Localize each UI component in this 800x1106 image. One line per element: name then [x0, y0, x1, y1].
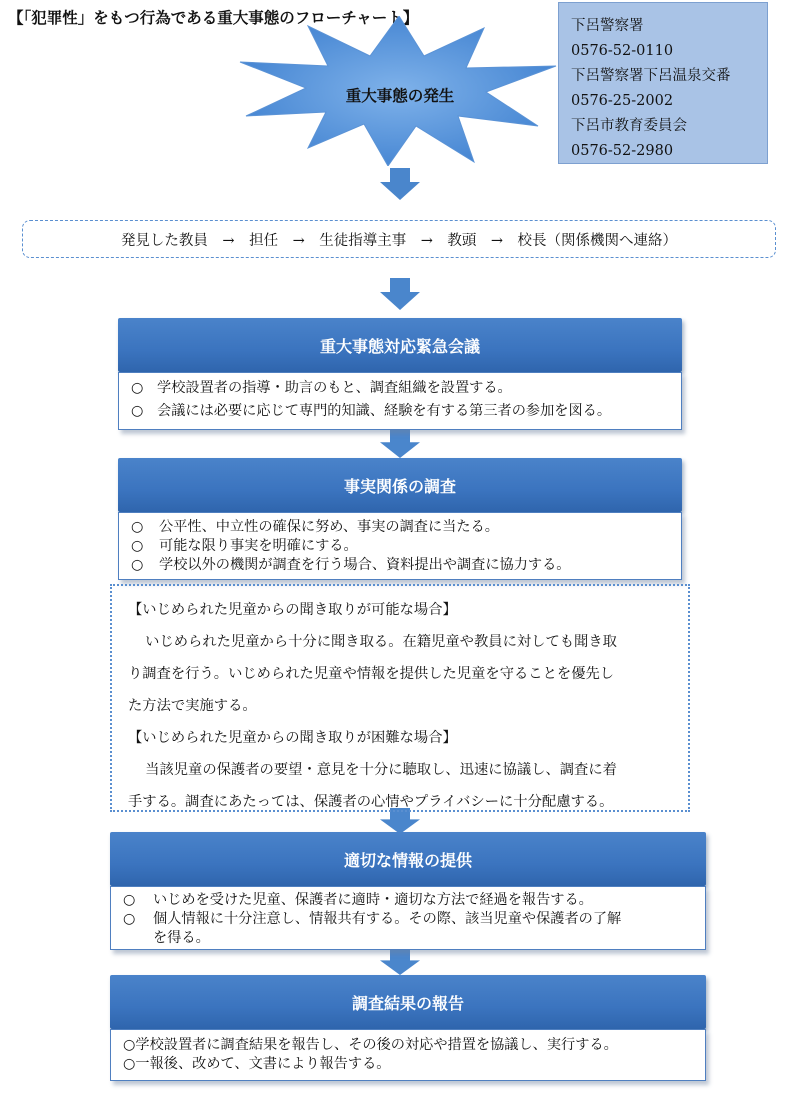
note-text: り調査を行う。いじめられた児童や情報を提供した児童を守ることを優先し	[128, 666, 615, 682]
list-item: ○ 個人情報に十分注意し、情報共有する。その際、該当児童や保護者の了解	[123, 911, 622, 927]
interview-notes	[110, 584, 690, 812]
section-heading-result-report: 調査結果の報告	[110, 975, 706, 1029]
list-item: ○ いじめを受けた児童、保護者に適時・適切な方法で経過を報告する。	[123, 892, 593, 908]
note-heading: 【いじめられた児童からの聞き取りが困難な場合】	[128, 730, 457, 746]
list-item: ○ 会議には必要に応じて専門的知識、経験を有する第三者の参加を図る。	[131, 403, 612, 419]
contact-name: 下呂警察署	[571, 18, 644, 34]
section-body-fact-investigation	[118, 512, 682, 580]
down-arrow-icon	[380, 168, 420, 200]
note-text: いじめられた児童から十分に聞き取る。在籍児童や教員に対しても聞き取	[145, 634, 617, 650]
section-body-information-provision	[110, 886, 706, 950]
list-item: ○ 学校設置者の指導・助言のもと、調査組織を設置する。	[131, 380, 512, 396]
contact-phone: 0576-52-0110	[571, 43, 674, 59]
list-item: ○一報後、改めて、文書により報告する。	[123, 1056, 391, 1072]
section-heading-information-provision: 適切な情報の提供	[110, 832, 706, 886]
contact-phone: 0576-25-2002	[571, 93, 674, 109]
list-item: ○ 公平性、中立性の確保に努め、事実の調査に当たる。	[131, 519, 499, 535]
down-arrow-icon	[380, 949, 420, 975]
report-chain: 発見した教員 → 担任 → 生徒指導主事 → 教頭 → 校長（関係機関へ連絡）	[22, 220, 776, 258]
contact-panel	[558, 2, 768, 164]
contact-name: 下呂警察署下呂温泉交番	[571, 68, 731, 84]
down-arrow-icon	[380, 430, 420, 458]
list-item: ○学校設置者に調査結果を報告し、その後の対応や措置を協議し、実行する。	[123, 1037, 618, 1053]
down-arrow-icon	[380, 278, 420, 310]
section-body-emergency-meeting	[118, 372, 682, 430]
note-text: た方法で実施する。	[128, 698, 257, 714]
section-body-result-report	[110, 1029, 706, 1081]
section-heading-fact-investigation: 事実関係の調査	[118, 458, 682, 512]
burst-label: 重大事態の発生	[345, 87, 455, 105]
page-title: 【「犯罪性」をもつ行為である重大事態のフローチャート】	[8, 9, 419, 27]
section-heading-emergency-meeting: 重大事態対応緊急会議	[118, 318, 682, 372]
contact-phone: 0576-52-2980	[571, 143, 674, 159]
note-text: 当該児童の保護者の要望・意見を十分に聴取し、迅速に協議し、調査に着	[145, 762, 617, 778]
list-item-continuation: を得る。	[153, 930, 210, 946]
note-heading: 【いじめられた児童からの聞き取りが可能な場合】	[128, 602, 457, 618]
list-item: ○ 学校以外の機関が調査を行う場合、資料提出や調査に協力する。	[131, 557, 571, 573]
note-text: 手する。調査にあたっては、保護者の心情やプライバシーに十分配慮する。	[128, 794, 614, 810]
contact-name: 下呂市教育委員会	[571, 118, 687, 134]
list-item: ○ 可能な限り事実を明確にする。	[131, 538, 358, 554]
